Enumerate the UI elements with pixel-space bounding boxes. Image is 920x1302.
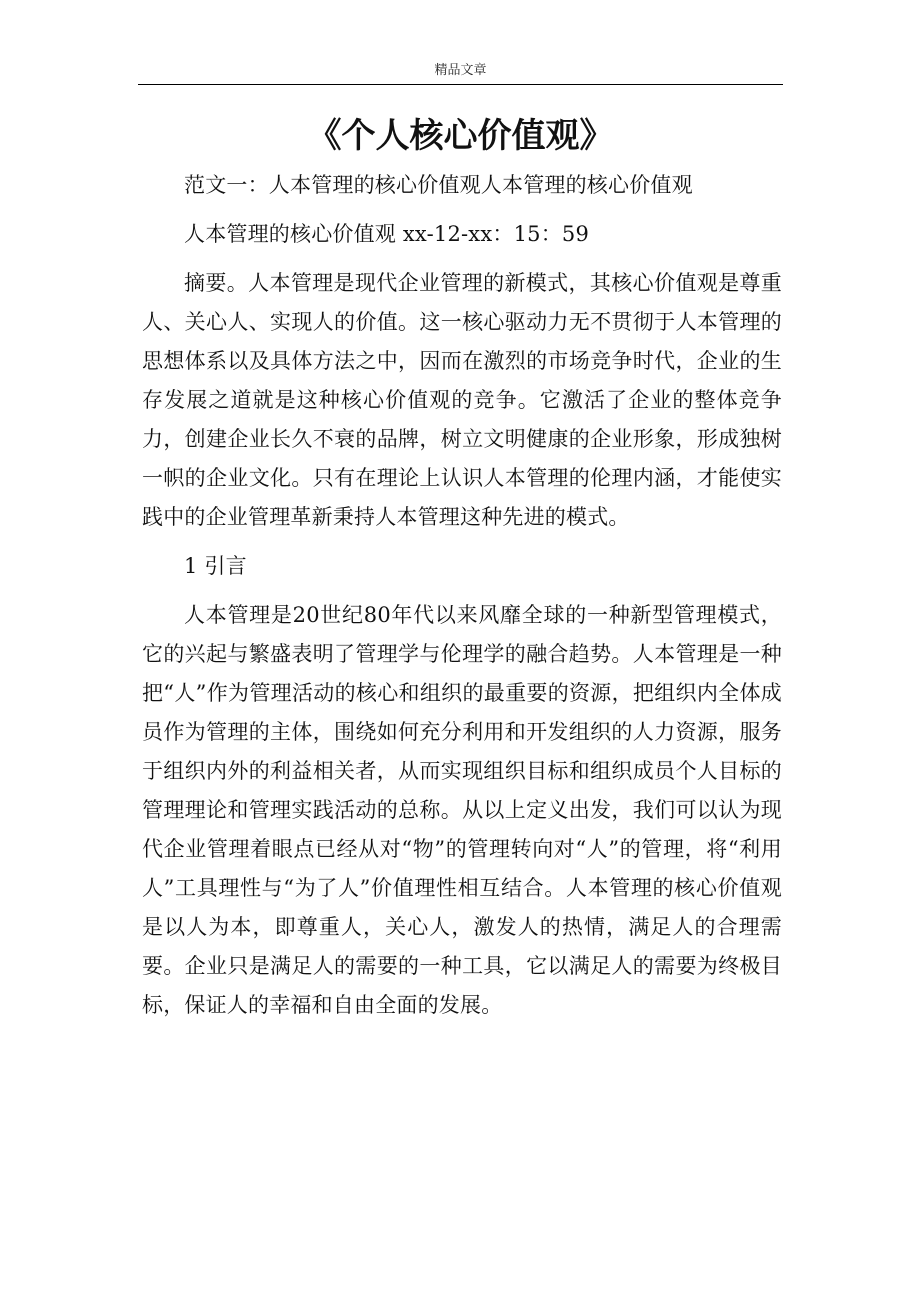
document-body	[142, 166, 782, 1035]
page-header	[138, 62, 783, 80]
header-label: 精品文章	[434, 63, 487, 78]
paragraph-abstract: 摘要。人本管理是现代企业管理的新模式，其核心价值观是尊重人、关心人、实现人的价值。这一核心驱动力无不贯彻于人本管理的思想体系以及具体方法之中，因而在激烈的市场竞争时代，企业的生存发展之道就是这种核心价值观的竞争。它激活了企业的整体竞争力，创建企业长久不衰的品牌，树立文明健康的企业形象，形成独树一帜的企业文化。只有在理论上认识人本管理的伦理内涵，才能使实践中的企业管理革新秉持人本管理这种先进的模式。	[142, 271, 782, 529]
section-heading-introduction: 1 引言	[184, 554, 247, 578]
paragraph-fanwen: 范文一：人本管理的核心价值观人本管理的核心价值观	[184, 173, 693, 197]
header-divider	[138, 84, 783, 85]
paragraph-introduction: 人本管理是20世纪80年代以来风靡全球的一种新型管理模式，它的兴起与繁盛表明了管理学与伦理学的融合趋势。人本管理是一种把“人”作为管理活动的核心和组织的最重要的资源，把组织内全体成员作为管理的主体，围绕如何充分利用和开发组织的人力资源，服务于组织内外的利益相关者，从而实现组织目标和组织成员个人目标的管理理论和管理实践活动的总称。从以上定义出发，我们可以认为现代企业管理着眼点已经从对“物”的管理转向对“人”的管理，将“利用人”工具理性与“为了人”价值理性相互结合。人本管理的核心价值观是以人为本，即尊重人，关心人，激发人的热情，满足人的合理需要。企业只是满足人的需要的一种工具，它以满足人的需要为终极目标，保证人的幸福和自由全面的发展。	[142, 603, 782, 1017]
document-title: 《个人核心价值观》	[307, 116, 614, 156]
paragraph-subtitle: 人本管理的核心价值观 xx-12-xx：15：59	[184, 222, 590, 246]
